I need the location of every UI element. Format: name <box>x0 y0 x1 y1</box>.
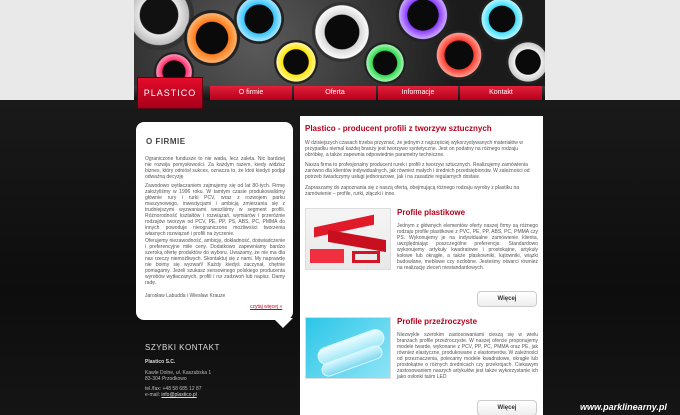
about-paragraph: Ograniczone fundusze to nie wada, lecz zaleta. Nic bardziej nie rozwija pomysłowości. Za każdym razem, kiedy widzisz biznes, który odniósł sukces, oznacza to, że ktoś kiedyś podjął odważną decyzję <box>145 156 285 180</box>
quick-contact-title: SZYBKI KONTAKT <box>145 343 220 352</box>
main-paragraph: Nasza firma to profesjonalny producent rurek i profili z tworzyw sztucznych. Realizujemy zamówienia zarówno dla klientów indywidualnych, jak również małych i średnich przedsiębiorstw. W zależności od potrzeb świadczymy usługi jednorazowe, jak i na zasadzie regularnych dostaw. <box>305 162 530 180</box>
contact-email-link[interactable]: info@plastico.pl <box>161 392 197 398</box>
about-signature: Jarosław Labudda i Wiesław Krauze <box>145 293 226 299</box>
hero-banner-image <box>134 0 545 86</box>
transparent-profile-image <box>305 317 391 379</box>
more-button[interactable]: Więcej <box>477 400 537 415</box>
site-watermark: www.parklinearny.pl <box>580 402 667 412</box>
about-paragraph: Oferujemy niezawodność, ambicję, dokładność, doświadczenie i preferencyjne miłe ceny. Dodatkowo zapewniamy bardzo szeroką ofertę produktów do wyboru. Uważamy, że nie ma dla nas rzeczy niemożliwych. Skontaktuj się z nami. My naprawdę nie boimy się wyzwań! Każdy kiedyś zaczynał, chętnie pomagamy. Jeżeli szukasz sensownego polskiego producenta wyrobów wytłaczanych, profili i rur zadzwoń lub napisz. Damy radę. <box>145 238 285 286</box>
product-title: Profile przeźroczyste <box>397 317 478 326</box>
nav-item-kontakt[interactable]: Kontakt <box>460 86 542 100</box>
main-title: Plastico - producent profili z tworzyw sztucznych <box>305 124 492 133</box>
header-background-left <box>0 0 134 100</box>
contact-company: Plastico S.C. <box>145 359 176 365</box>
about-paragraph: Zawodowo wytłaczaniem zajmujemy się od lat 80-tych. Firmę założyliśmy w 1996 roku. W tamtym czasie produkowaliśmy głównie rury i rurki PCV, wraz z rozwojem parku maszynowego, inwestycjami i ambicją zmierzania się z trudniejszymi wyzwaniami weszliśmy w segment profili. Różnorodność kształtów i rozwiązań, wymiarów i przeróżnie rodzajów tworzyw od PCV, PE, PP, PS, ABS, PC, PMMA do innych powoduje nieograniczone możliwości tworzenia własnych rozwiązań i profili na życzenie. <box>145 183 285 237</box>
nav-item-oferta[interactable]: Oferta <box>294 86 376 100</box>
product-description: Niezwykle szerokim zastosowaniami cieszą się w wielu branżach profile przeźroczyste. W naszej ofercie proponujemy modele twarde, wykonane z PCV, PP, PC, PMMA oraz PE, jak również elastyczne, produkowane z elastomerów. W zależności od przeznaczenia, polecamy modele kwadratowe, okrągłe lub prostokątne o różnych średnicach czy przekrojach. Ciekawym zastosowaniem naszych artykułów jest także wykorzystanie ich jako osłonki taśm LED <box>397 332 538 380</box>
contact-address-line2: 83-304 Przodkowo <box>145 376 187 382</box>
nav-item-o-firmie[interactable]: O firmie <box>210 86 292 100</box>
more-button[interactable]: Więcej <box>477 291 537 307</box>
down-arrow-icon <box>273 318 293 328</box>
plastic-profile-image <box>305 208 391 270</box>
main-paragraph: Zapraszamy do zapoznania się z naszą ofertą, obejmującą różnego rodzaju wyroby z plastiku na zamówienie – profile, rurki, złączki i inne. <box>305 185 520 197</box>
logo[interactable]: PLASTICO <box>137 77 203 109</box>
contact-phone: tel./fax: +48 58 685 12 87 <box>145 386 202 392</box>
main-paragraph: W dzisiejszych czasach trzeba przyznać, że jednym z najczęściej wykorzystywanych materiałów w przypadku niemal każdej branży jest tworzywo syntetyczne. Jest on podatny na różnego rodzaju obróbkę, a także zapewnia odpowiednie parametry techniczne. <box>305 140 523 158</box>
contact-address-line1: Kawle Dolne, ul. Kaszubska 1 <box>145 370 212 376</box>
product-title: Profile plastikowe <box>397 208 466 217</box>
nav-item-informacje[interactable]: Informacje <box>378 86 458 100</box>
about-title: O FIRMIE <box>146 137 186 146</box>
read-more-link[interactable]: czytaj więcej » <box>250 304 283 310</box>
contact-email-row <box>145 392 197 398</box>
product-description: Jednym z głównych elementów oferty naszej firmy są różnego rodzaju profile plastikowe z PVC, PE, PP, ABS, PC, PMMA czy PS. Wykonujemy je na indywidualne zamówienie klienta, uwzględniając poszczególne preferencje. Standardowo wykonujemy artykuły kwadratowe i prostokątne, artykuły kołowe lub okrągłe, a także plaskowniki, kątowniki, wiązki budowlane, meblowe czy ozdobne. Jesteśmy otwarci również na realizację zleceń niestandardowych. <box>397 223 538 271</box>
contact-email-label: e-mail: <box>145 392 162 398</box>
header-background-right <box>545 0 680 100</box>
